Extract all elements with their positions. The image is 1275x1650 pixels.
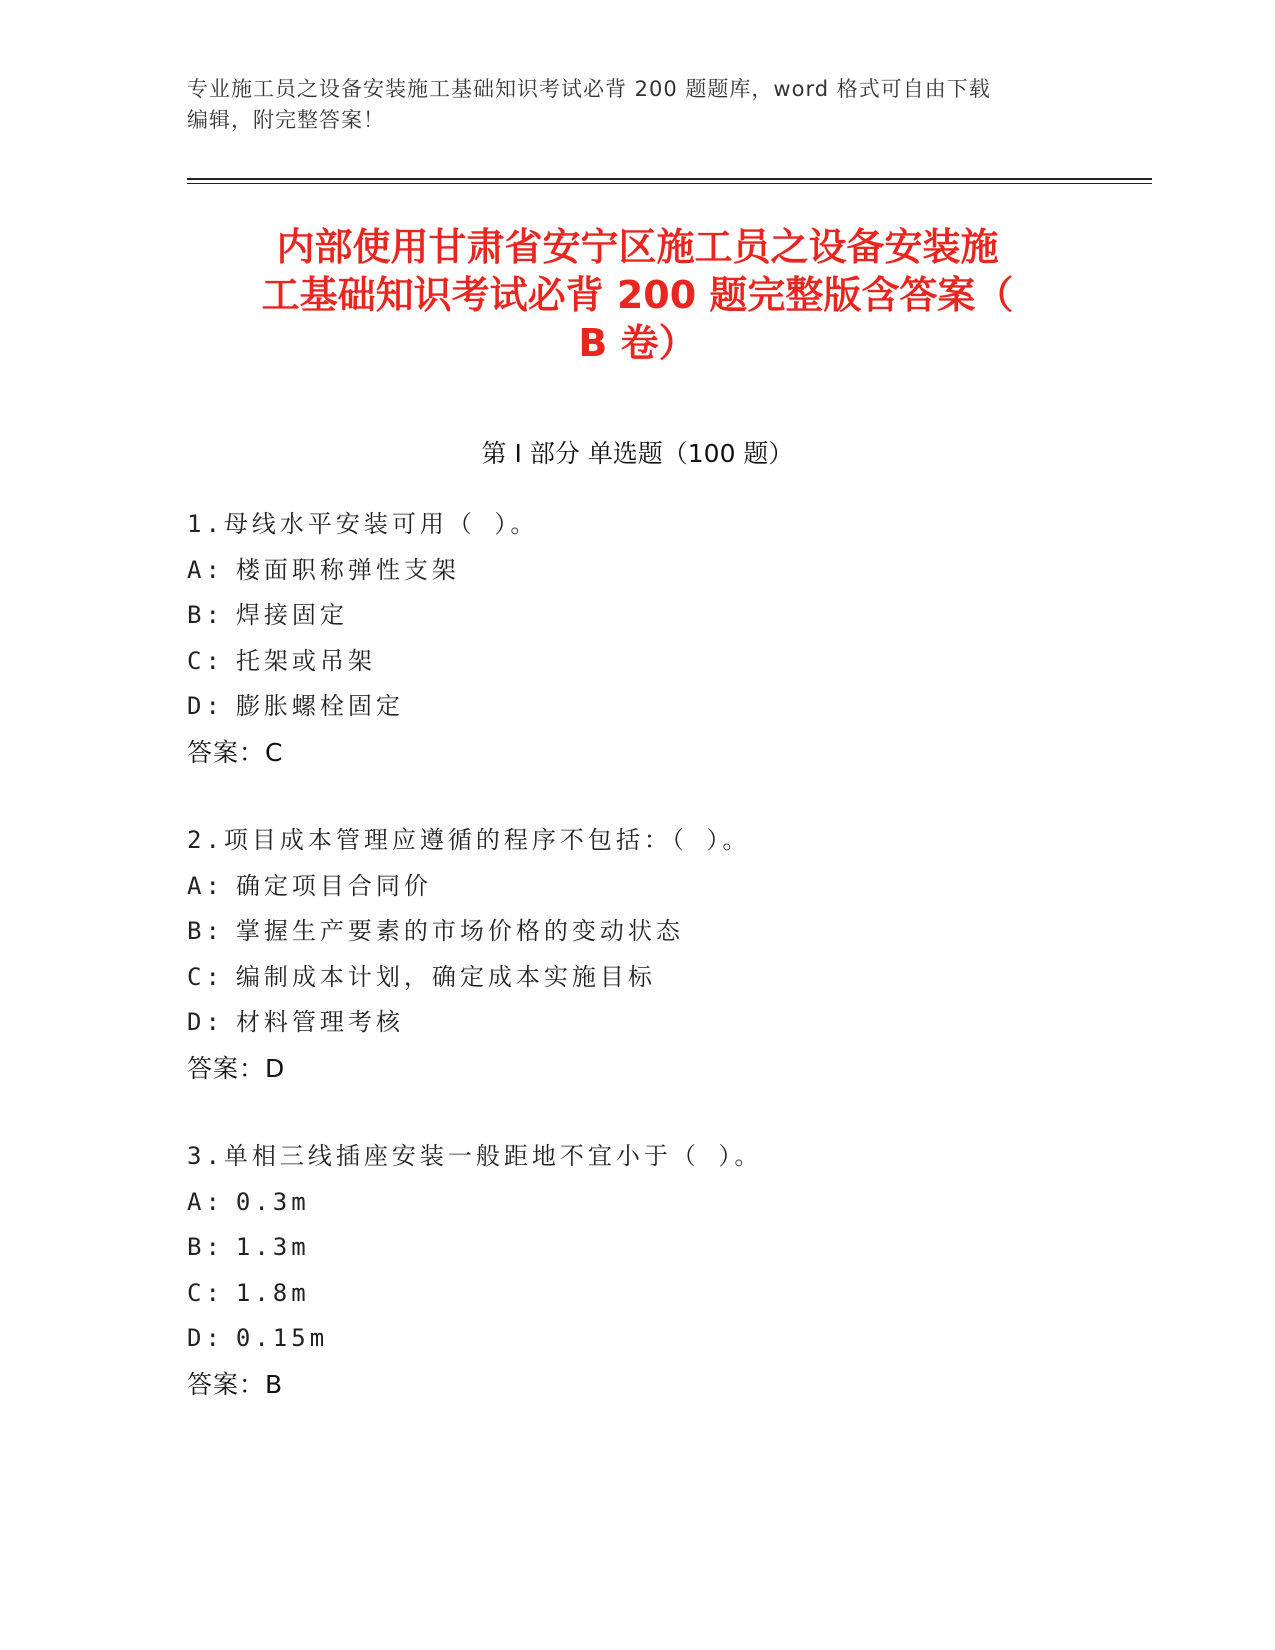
- option-text: 确定项目合同价: [235, 871, 432, 900]
- section-title: 第 I 部分 单选题（100 题）: [481, 439, 794, 468]
- header-divider-thick: [187, 178, 1152, 180]
- document-title-line-2: 工基础知识考试必背 200 题完整版含答案（: [261, 273, 1014, 317]
- option-key: D:: [187, 1008, 224, 1036]
- option-text: 托架或吊架: [235, 646, 376, 675]
- option-text: 焊接固定: [235, 601, 348, 629]
- option-d: [187, 1000, 1087, 1046]
- option-c: [187, 955, 1087, 1001]
- header-divider-thin: [187, 183, 1152, 184]
- option-a: [187, 548, 1087, 594]
- option-key: B:: [187, 917, 224, 945]
- question-stem: 3.单相三线插座安装一般距地不宜小于（ ）。: [187, 1142, 763, 1170]
- option-key: C:: [187, 962, 224, 991]
- question-2: [187, 818, 1087, 1091]
- question-1: [187, 502, 1087, 775]
- answer: 答案：B: [187, 1369, 284, 1399]
- answer: 答案：D: [187, 1053, 286, 1083]
- header-note-line-2: 编辑，附完整答案！: [187, 108, 385, 132]
- document-title-line-1: 内部使用甘肃省安宁区施工员之设备安装施: [276, 225, 999, 269]
- option-b: [187, 1225, 1087, 1271]
- option-key: B:: [187, 1233, 224, 1261]
- option-key: B:: [187, 601, 224, 629]
- option-text: 掌握生产要素的市场价格的变动状态: [235, 917, 684, 945]
- option-key: C:: [187, 1278, 224, 1307]
- option-key: D:: [187, 692, 224, 720]
- header-note-line-1: 专业施工员之设备安装施工基础知识考试必背 200 题题库，word 格式可自由下载: [187, 77, 991, 101]
- option-key: A:: [187, 555, 224, 584]
- option-b: [187, 593, 1087, 639]
- option-key: C:: [187, 646, 224, 675]
- option-text: 0.15m: [235, 1324, 329, 1352]
- option-text: 材料管理考核: [235, 1008, 404, 1036]
- option-text: 1.3m: [235, 1233, 310, 1261]
- option-b: [187, 909, 1087, 955]
- option-c: [187, 639, 1087, 685]
- question-3: [187, 1134, 1087, 1407]
- option-key: A:: [187, 1187, 224, 1216]
- option-key: D:: [187, 1324, 224, 1352]
- question-stem: 2.项目成本管理应遵循的程序不包括：（ ）。: [187, 826, 751, 854]
- option-d: [187, 1316, 1087, 1362]
- option-text: 膨胀螺栓固定: [235, 692, 404, 720]
- option-text: 楼面职称弹性支架: [235, 555, 460, 584]
- option-d: [187, 684, 1087, 730]
- question-stem: 1.母线水平安装可用（ ）。: [187, 510, 539, 538]
- option-text: 1.8m: [235, 1278, 310, 1307]
- option-a: [187, 1180, 1087, 1226]
- answer: 答案：C: [187, 737, 284, 767]
- option-text: 0.3m: [235, 1187, 310, 1216]
- document-title-line-3: B 卷）: [578, 321, 697, 365]
- option-text: 编制成本计划，确定成本实施目标: [235, 962, 656, 991]
- document-title: [170, 223, 1105, 367]
- option-c: [187, 1271, 1087, 1317]
- option-key: A:: [187, 871, 224, 900]
- option-a: [187, 864, 1087, 910]
- header-note: [187, 74, 1087, 136]
